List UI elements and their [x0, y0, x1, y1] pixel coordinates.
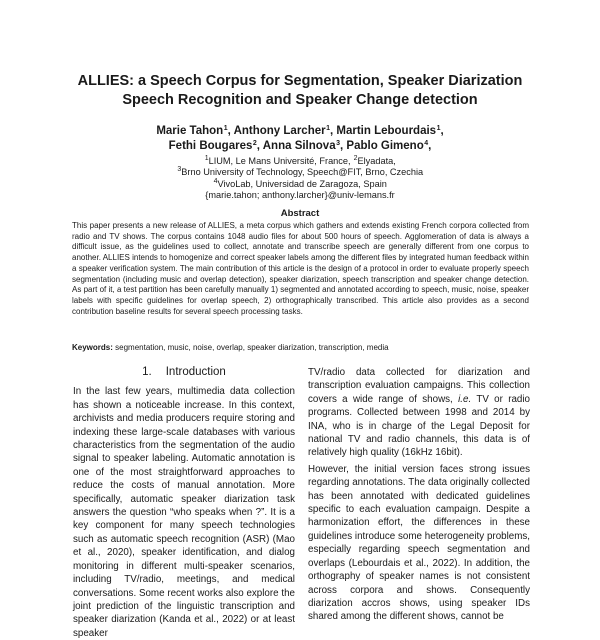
- abstract-text: This paper presents a new release of ALLIES, a meta corpus which gathers and extends existing French corpora collected from radio and TV shows. The corpus contains 1048 audio files for about 500 hours of speech. Agglomeration of data is always a difficult issue, as the guidelines used to collect, annotate and transcribe speech are generally different from one corpus to another. ALLIES intends to homogenize and correct speaker labels among the different files by integrated human feedback within a speaker verification system. The main contribution of this article is the design of a protocol in order to evaluate properly speech segmentation (including music and overlap detection), speaker diarization, speech transcription and speaker change detection. As part of it, a test partition has been carefully manually 1) segmented and annotated according to speech, music, noise, speaker labels with specific guidelines for overlap speech, 2) orthographically transcribed. This article also provides as a second contribution baseline results for several speech processing tasks.: [72, 221, 529, 316]
- title-line-1: ALLIES: a Speech Corpus for Segmentation, Speaker Diarization: [77, 73, 523, 89]
- keywords-label: Keywords:: [72, 343, 113, 352]
- author-affiliation-mark: 1: [326, 125, 330, 132]
- author-name: Pablo Gimeno: [346, 140, 424, 152]
- keywords-text: segmentation, music, noise, overlap, speaker diarization, transcription, media: [112, 343, 389, 352]
- author-separator: ,: [330, 125, 337, 137]
- paragraph: However, the initial version faces strong issues regarding annotations. The data originally collected has been annotated with dedicated guidelines specific to each evaluation campaign. Despite a harmonization effort, the differences in these guidelines introduce some heterogeneity problems, especially regarding speech segmentation and overlaps (Lebourdais et al., 2022). In addition, the orthography of speaker names is not consistent across corpora and shows. Consequently diarization accros shows, using speaker IDs shared among the different shows, cannot be: [308, 463, 530, 623]
- abstract-heading: Abstract: [280, 208, 320, 219]
- author-affiliation-mark: 4: [424, 140, 429, 147]
- section-number: 1.: [142, 366, 152, 378]
- paragraph: In the last few years, multimedia data collection has shown a noticeable increase. In this context, archivists and media producers require storing and indexing these large-scale databases with various characteristics from the segmentation of the audio signal to speaker labeling. Automatic annotation is one of the most straightforward approaches to reduce the costs of manual annotation. More specifically, automatic speaker diarization task answers the question “who speaks when ?”. It is a key component for many speech technologies such as automatic speech recognition (ASR) (Mao et al., 2020), speaker identification, and dialog monitoring in different multi-speaker scenarios, including TV/radio, meetings, and medical conversations. Some recent works also explore the joint prediction of the linguistic transcription and speaker diarization (Kanda et al., 2022) or at least speaker: [73, 386, 295, 639]
- author-list: [60, 124, 540, 154]
- affiliation-text: LIUM, Le Mans Université, France,: [208, 156, 354, 166]
- affiliation-line-3: [80, 179, 520, 190]
- affiliation-text: Elyadata,: [357, 156, 396, 166]
- author-name: Anthony Larcher: [233, 125, 326, 137]
- author-name: Anna Silnova: [262, 140, 336, 152]
- author-affiliation-mark: 1: [436, 125, 441, 132]
- author-affiliation-mark: 2: [252, 140, 257, 147]
- author-name: Marie Tahon: [156, 125, 224, 137]
- affiliation-text: VivoLab, Universidad de Zaragoza, Spain: [217, 178, 387, 189]
- title-line-2: Speech Recognition and Speaker Change detection: [122, 92, 478, 108]
- affiliation-mark: 2: [353, 155, 358, 162]
- paragraph-text: TV or radio programs. Collected between 1998 and 2014 by INA, who is in charge of the Legal Deposit for national TV and radio channels, this data is of relatively high quality (16kHz 16bit).: [308, 393, 530, 459]
- author-separator: ,: [256, 140, 263, 152]
- author-line-2: [60, 139, 540, 154]
- paper-title: [40, 72, 560, 110]
- keywords: [72, 343, 529, 354]
- author-name: Martin Lebourdais: [336, 125, 437, 137]
- affiliation-text: Brno University of Technology, Speech@FIT, Brno, Czechia: [181, 167, 424, 178]
- author-line-1: [60, 124, 540, 139]
- author-emails: {marie.tahon; anthony.larcher}@univ-lemans.fr: [205, 189, 395, 200]
- author-name: Fethi Bougares: [168, 140, 253, 152]
- affiliation-mark: 3: [177, 166, 182, 174]
- section-title: Introduction: [165, 366, 226, 378]
- author-separator: ,: [428, 140, 432, 152]
- paragraph-italic-text: i.e.: [458, 393, 472, 405]
- author-affiliation-mark: 3: [336, 140, 341, 147]
- paragraph-text: TV/radio data collected for diarization and transcription evaluation campaigns. This collection covers a wide range of shows,: [308, 367, 530, 405]
- author-separator: ,: [340, 140, 347, 152]
- section-heading-introduction: [73, 366, 295, 379]
- affiliation-mark: 4: [213, 177, 218, 185]
- affiliations: [80, 156, 520, 201]
- affiliation-mark: 1: [204, 155, 209, 162]
- author-separator: ,: [227, 125, 234, 137]
- author-separator: ,: [440, 125, 444, 137]
- affiliation-line-2: [80, 167, 520, 178]
- affiliation-line-1: [80, 156, 520, 167]
- left-column: [73, 366, 295, 640]
- right-column: [308, 366, 530, 624]
- paragraph: [308, 366, 530, 460]
- author-affiliation-mark: 1: [223, 125, 228, 132]
